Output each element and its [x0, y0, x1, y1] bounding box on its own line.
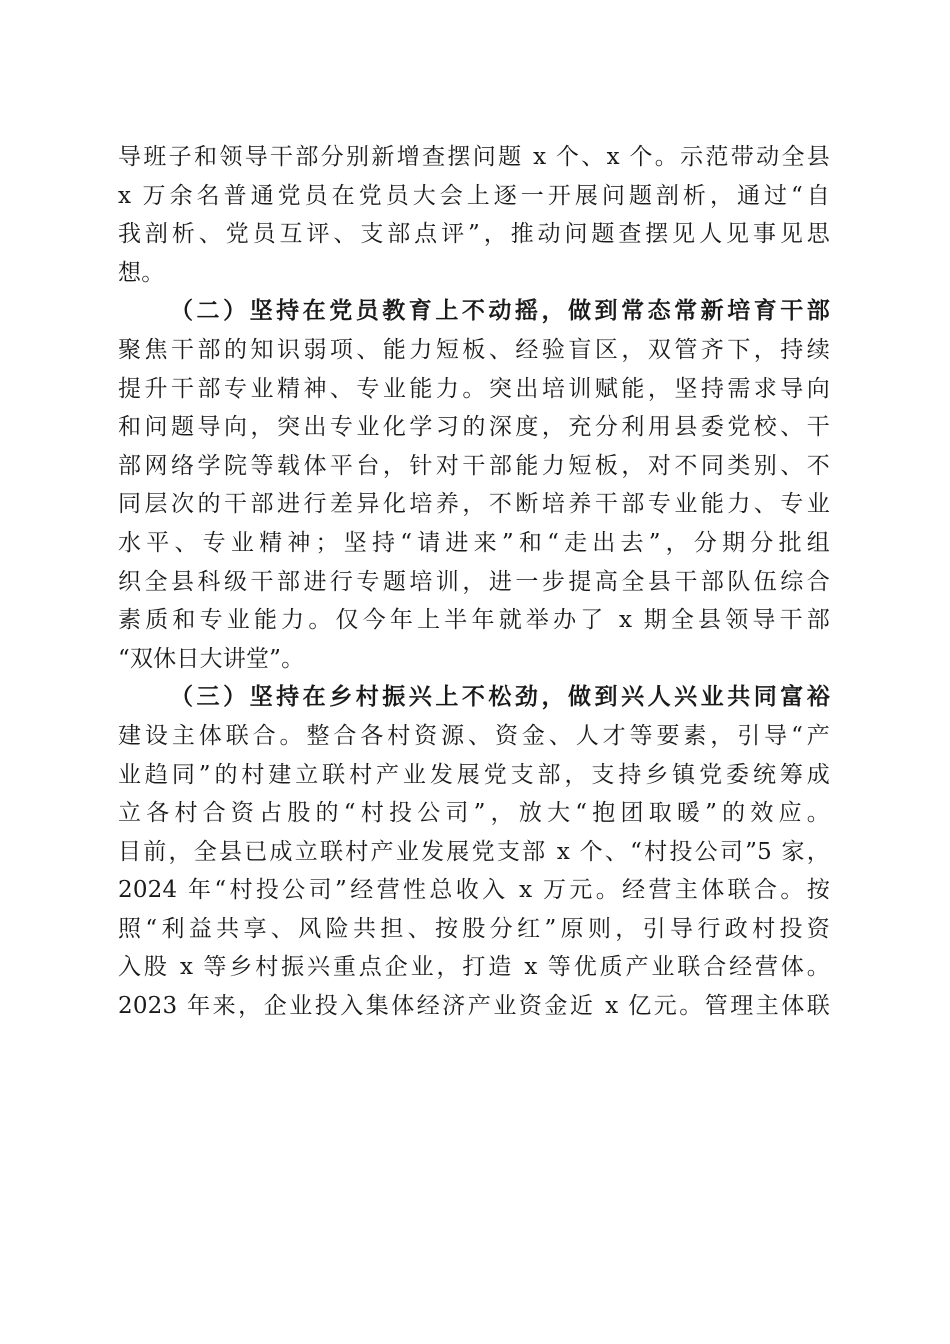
text-line: 我剖析、党员互评、支部点评”，推动问题查摆见人见事见思 — [118, 221, 830, 248]
text-line: 部网络学院等载体平台，针对干部能力短板，对不同类别、不 — [118, 452, 830, 479]
document-page — [118, 138, 830, 1026]
text-line: 织全县科级干部进行专题培训，进一步提高全县干部队伍综合 — [118, 568, 830, 595]
text-line: 建设主体联合。整合各村资源、资金、人才等要素，引导“产 — [118, 722, 830, 749]
text-line: 2023 年来，企业投入集体经济产业资金近 x 亿元。管理主体联 — [118, 993, 830, 1020]
text-line: 水平、专业精神；坚持“请进来”和“走出去”，分期分批组 — [118, 529, 830, 556]
heading-text: （二）坚持在党员教育上不动摇，做到常态常新培育干部 — [170, 297, 830, 325]
text-line: 业趋同”的村建立联村产业发展党支部，支持乡镇党委统筹成 — [118, 761, 830, 788]
text-line: 和问题导向，突出专业化学习的深度，充分利用县委党校、干 — [118, 414, 830, 441]
text-line: 2024 年“村投公司”经营性总收入 x 万元。经营主体联合。按 — [118, 877, 830, 904]
section-heading-3 — [118, 678, 830, 717]
text-line: “双休日大讲堂”。 — [118, 645, 305, 672]
heading-text: （三）坚持在乡村振兴上不松劲，做到兴人兴业共同富裕 — [170, 683, 830, 711]
text-line: 入股 x 等乡村振兴重点企业，打造 x 等优质产业联合经营体。 — [118, 954, 830, 981]
text-line: 想。 — [118, 259, 165, 286]
text-line: 提升干部专业精神、专业能力。突出培训赋能，坚持需求导向 — [118, 375, 830, 402]
text-line: 导班子和领导干部分别新增查摆问题 x 个、x 个。示范带动全县 — [118, 144, 830, 170]
text-line: 目前，全县已成立联村产业发展党支部 x 个、“村投公司”5 家， — [118, 838, 830, 865]
section-heading-2 — [118, 292, 830, 331]
text-line: 聚焦干部的知识弱项、能力短板、经验盲区，双管齐下，持续 — [118, 336, 830, 363]
text-line: 素质和专业能力。仅今年上半年就举办了 x 期全县领导干部 — [118, 607, 830, 634]
text-line: 照“利益共享、风险共担、按股分红”原则，引导行政村投资 — [118, 915, 830, 942]
text-line: 立各村合资占股的“村投公司”，放大“抱团取暖”的效应。 — [118, 800, 830, 827]
text-line: 同层次的干部进行差异化培养，不断培养干部专业能力、专业 — [118, 491, 830, 518]
text-line: x 万余名普通党员在党员大会上逐一开展问题剖析，通过“自 — [118, 182, 830, 209]
